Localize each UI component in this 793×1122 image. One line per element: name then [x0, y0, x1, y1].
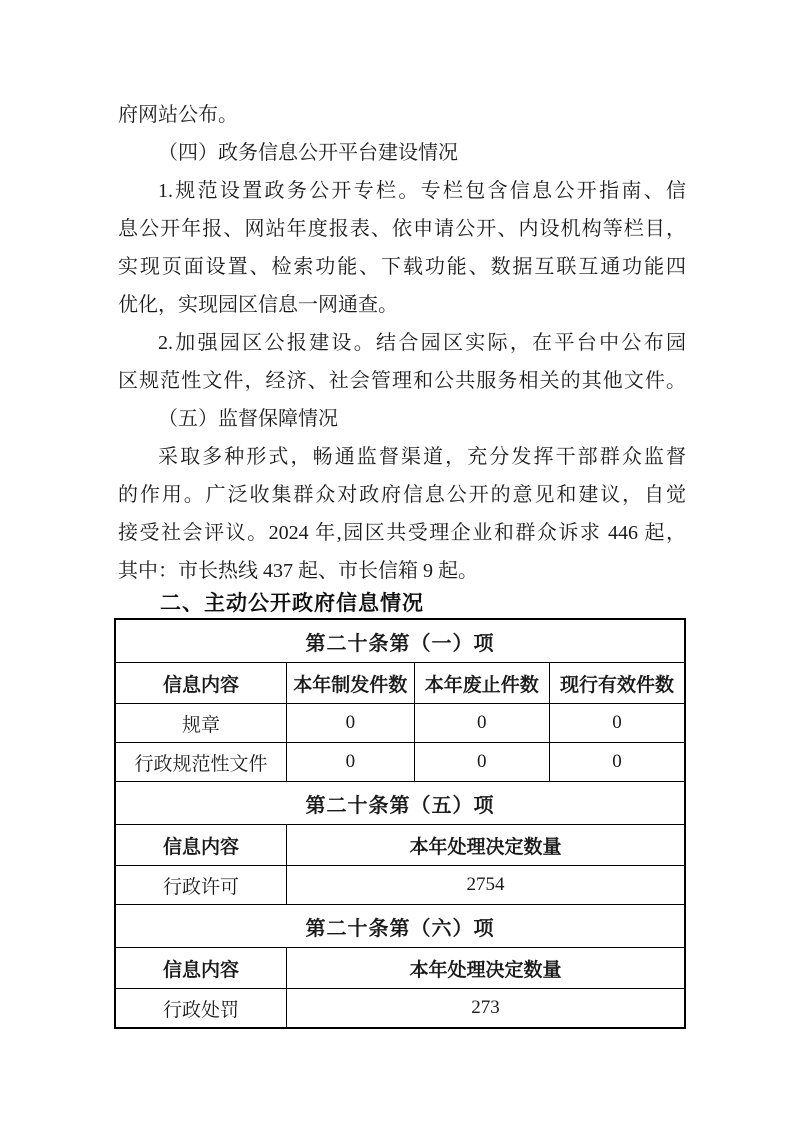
paragraph-line: 息公开年报、网站年度报表、依申请公开、内设机构等栏目，	[118, 218, 686, 240]
body-text	[118, 96, 686, 590]
table-column-header: 本年处理决定数量	[287, 948, 685, 989]
table-header-row	[115, 825, 685, 866]
table-cell-label: 行政规范性文件	[115, 743, 287, 782]
paragraph-line: 其中：市长热线 437 起、市长信箱 9 起。	[118, 560, 478, 582]
table-cell-value: 0	[550, 704, 686, 743]
table-row	[115, 704, 685, 743]
table-cell-value: 0	[550, 743, 686, 782]
paragraph-line: （四）政务信息公开平台建设情况	[158, 142, 458, 164]
paragraph-line: 1.规范设置政务公开专栏。专栏包含信息公开指南、信	[158, 180, 686, 202]
table-section-row	[115, 619, 685, 663]
paragraph-line: 府网站公布。	[118, 104, 238, 126]
table-cell-value: 2754	[287, 866, 685, 905]
page-content	[118, 96, 686, 1029]
table-row	[115, 866, 685, 905]
table-cell-value: 0	[414, 743, 549, 782]
table-cell-value: 0	[414, 704, 549, 743]
paragraph-line: 采取多种形式，畅通监督渠道，充分发挥干部群众监督	[158, 446, 686, 468]
table-section-row	[115, 905, 685, 948]
paragraph-line: 优化，实现园区信息一网通查。	[118, 294, 398, 316]
paragraph-line: 2.加强园区公报建设。结合园区实际，在平台中公布园	[158, 332, 686, 354]
paragraph-line: 的作用。广泛收集群众对政府信息公开的意见和建议，自觉	[118, 484, 686, 506]
table-section-title: 第二十条第（一）项	[115, 619, 685, 663]
table-column-header: 信息内容	[115, 825, 287, 866]
table-column-header: 现行有效件数	[550, 663, 686, 704]
table-row	[115, 989, 685, 1029]
table-cell-value: 0	[287, 743, 414, 782]
table-header-row	[115, 948, 685, 989]
paragraph-line: 接受社会评议。2024 年,园区共受理企业和群众诉求 446 起，	[118, 522, 686, 544]
table-column-header: 信息内容	[115, 663, 287, 704]
section-heading: 二、主动公开政府信息情况	[160, 592, 424, 615]
table-column-header: 本年处理决定数量	[287, 825, 685, 866]
table-cell-label: 行政处罚	[115, 989, 287, 1029]
table-header-row	[115, 663, 685, 704]
paragraph-line: （五）监督保障情况	[158, 408, 338, 430]
table-row	[115, 743, 685, 782]
table-cell-value: 0	[287, 704, 414, 743]
table-section-title: 第二十条第（六）项	[115, 905, 685, 948]
table-column-header: 信息内容	[115, 948, 287, 989]
table-cell-value: 273	[287, 989, 685, 1029]
table-section-title: 第二十条第（五）项	[115, 782, 685, 825]
table-column-header: 本年废止件数	[414, 663, 549, 704]
table-cell-label: 行政许可	[115, 866, 287, 905]
table-column-header: 本年制发件数	[287, 663, 414, 704]
table-section-row	[115, 782, 685, 825]
table-cell-label: 规章	[115, 704, 287, 743]
info-disclosure-table	[114, 618, 686, 1029]
paragraph-line: 区规范性文件，经济、社会管理和公共服务相关的其他文件。	[118, 370, 686, 392]
paragraph-line: 实现页面设置、检索功能、下载功能、数据互联互通功能四	[118, 256, 686, 278]
